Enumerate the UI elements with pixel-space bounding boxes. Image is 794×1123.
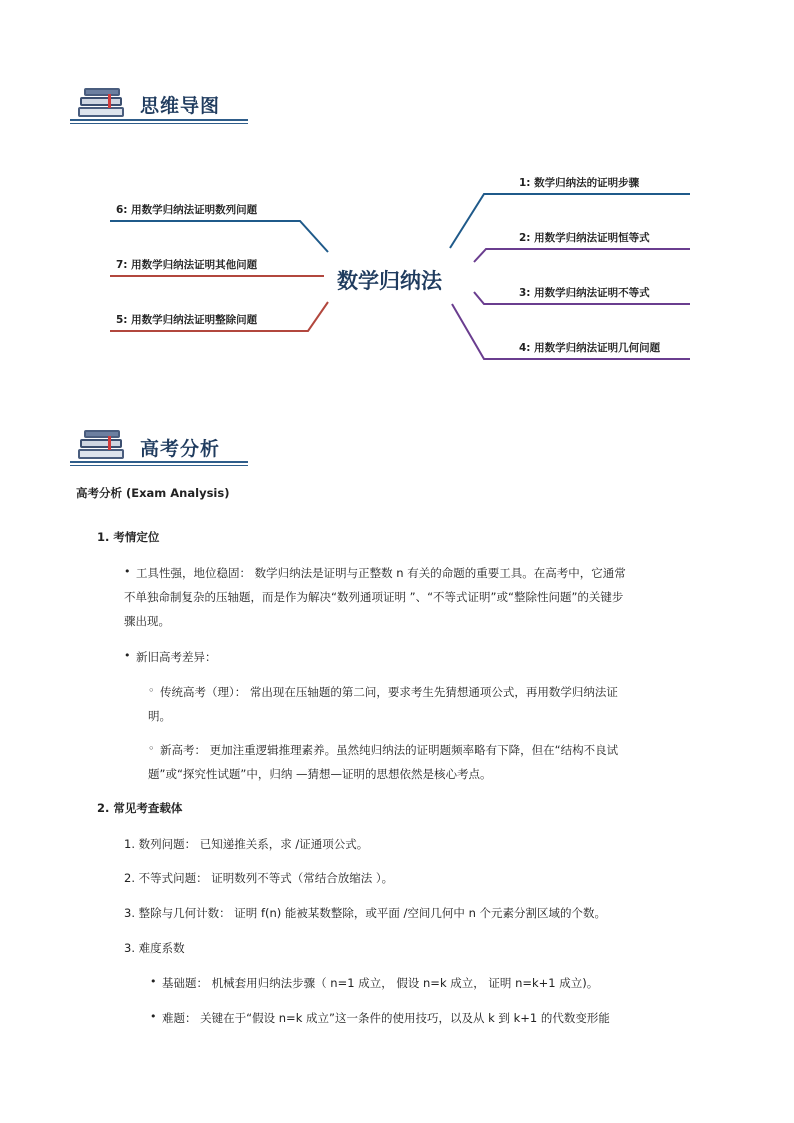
section-title: 高考分析 xyxy=(140,438,221,460)
section-title: 思维导图 xyxy=(140,95,221,117)
mindmap-branch-right: 4: 用数学归纳法证明几何问题 xyxy=(519,342,661,354)
mindmap-branch-right: 3: 用数学归纳法证明不等式 xyxy=(519,287,650,299)
mindmap-connectors xyxy=(0,0,794,400)
paragraph-line: 题”或“探究性试题”中，归纳 —猜想—证明的思想依然是核心考点。 xyxy=(148,767,492,781)
numbered-item: 1. 数列问题： 已知递推关系，求 /证通项公式。 xyxy=(124,837,369,851)
section-underline-thin xyxy=(70,465,248,466)
paragraph-line: 工具性强，地位稳固： 数学归纳法是证明与正整数 n 有关的命题的重要工具。在高考中，它通常 xyxy=(136,566,626,580)
paragraph-line: 明。 xyxy=(148,709,171,723)
paragraph-line: 难题： 关键在于“假设 n=k 成立”这一条件的使用技巧，以及从 k 到 k+1 的代数变形能 xyxy=(162,1011,610,1025)
sub-bullet: ◦ xyxy=(148,684,155,697)
sub-bullet: ◦ xyxy=(148,742,155,755)
bullet: • xyxy=(150,975,157,988)
paragraph-line: 新旧高考差异： xyxy=(136,650,217,664)
paragraph-line: 传统高考（理）： 常出现在压轴题的第二问，要求考生先猜想通项公式，再用数学归纳法证 xyxy=(160,685,618,699)
mindmap-branch-right: 2: 用数学归纳法证明恒等式 xyxy=(519,232,650,244)
paragraph-line: 新高考： 更加注重逻辑推理素养。虽然纯归纳法的证明题频率略有下降，但在“结构不良试 xyxy=(160,743,619,757)
content-heading: 高考分析 (Exam Analysis) xyxy=(76,486,230,500)
mindmap-branch-right: 1: 数学归纳法的证明步骤 xyxy=(519,177,640,189)
subheading: 1. 考情定位 xyxy=(97,530,160,544)
paragraph-line: 基础题： 机械套用归纳法步骤（ n=1 成立， 假设 n=k 成立， 证明 n=k+1 成立)。 xyxy=(162,976,599,990)
paragraph-line: 不单独命制复杂的压轴题，而是作为解决“数列通项证明 ”、“不等式证明”或“整除性问题”的关键步 xyxy=(124,590,624,604)
numbered-item: 2. 不等式问题： 证明数列不等式（常结合放缩法 ）。 xyxy=(124,871,394,885)
bullet: • xyxy=(150,1010,157,1023)
subheading: 2. 常见考查载体 xyxy=(97,801,183,815)
mindmap-branch-left: 6: 用数学归纳法证明数列问题 xyxy=(116,204,258,216)
mindmap-branch-left: 7: 用数学归纳法证明其他问题 xyxy=(116,259,258,271)
numbered-item: 3. 难度系数 xyxy=(124,941,185,955)
bullet: • xyxy=(124,565,131,578)
mindmap-center-topic: 数学归纳法 xyxy=(337,269,442,293)
connector-left-1 xyxy=(110,221,328,252)
mindmap-branch-left: 5: 用数学归纳法证明整除问题 xyxy=(116,314,258,326)
bullet: • xyxy=(124,649,131,662)
connector-right-2 xyxy=(474,249,690,262)
section-underline xyxy=(70,461,248,463)
books-icon xyxy=(78,428,130,464)
numbered-item: 3. 整除与几何计数： 证明 f(n) 能被某数整除，或平面 /空间几何中 n 个元素分割区域的个数。 xyxy=(124,906,607,920)
paragraph-line: 骤出现。 xyxy=(124,614,170,628)
